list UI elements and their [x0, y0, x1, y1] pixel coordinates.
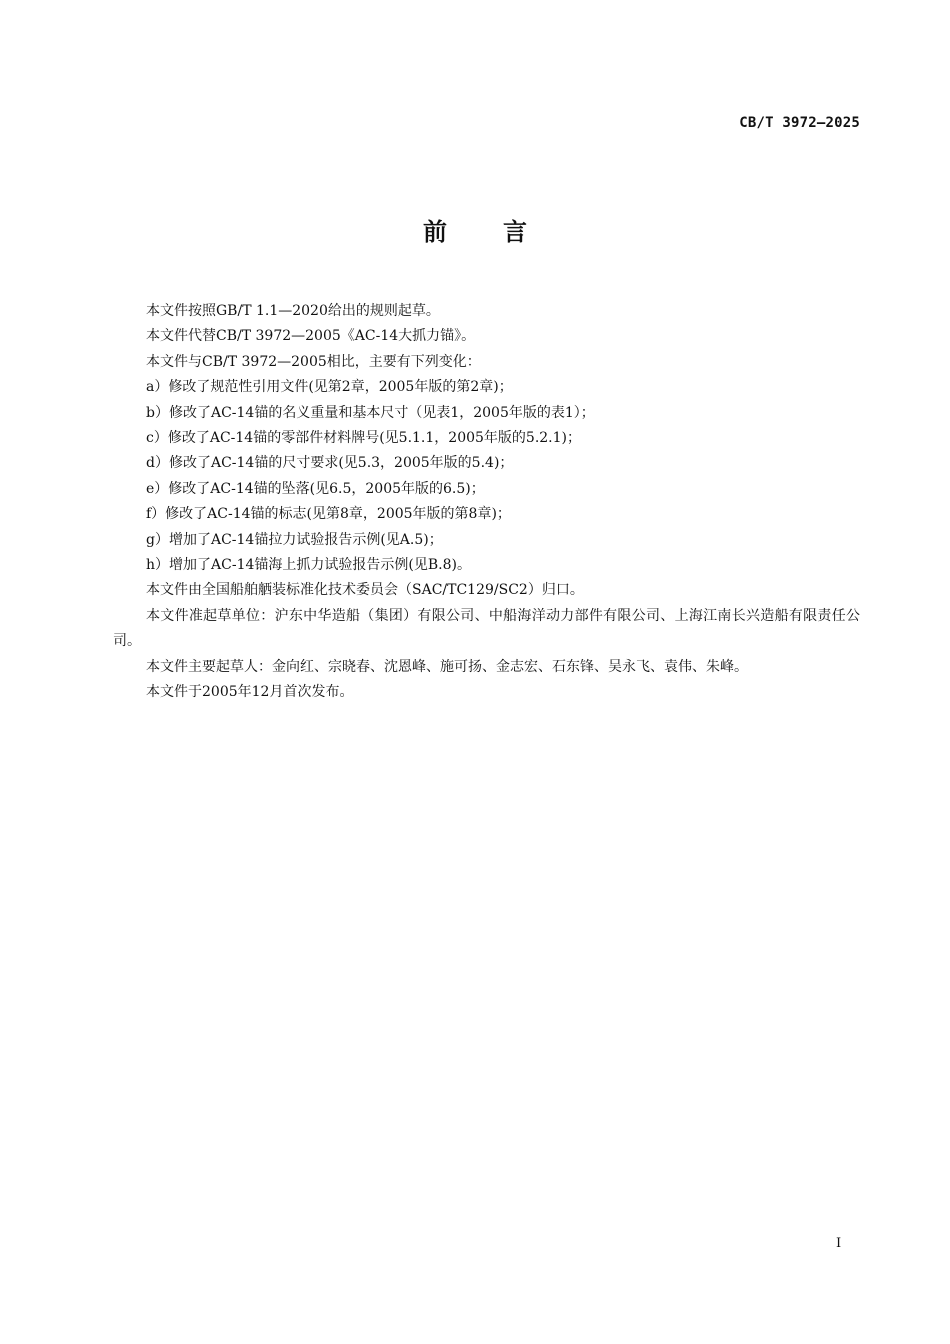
paragraph: 本文件与CB/T 3972—2005相比，主要有下列变化： [146, 353, 481, 370]
page-title: 前言 [423, 218, 583, 246]
list-item: a）修改了规范性引用文件(见第2章，2005年版的第2章)； [146, 379, 513, 396]
list-item: c）修改了AC-14锚的零部件材料牌号(见5.1.1，2005年版的5.2.1)； [146, 430, 582, 447]
list-item: h）增加了AC-14锚海上抓力试验报告示例(见B.8)。 [146, 557, 471, 574]
paragraph: 本文件由全国船舶舾装标准化技术委员会（SAC/TC129/SC2）归口。 [146, 582, 584, 599]
paragraph: 本文件准起草单位：沪东中华造船（集团）有限公司、中船海洋动力部件有限公司、上海江南长兴造船有限责任公司。 [113, 607, 860, 650]
page-number: I [836, 1236, 842, 1251]
paragraph: 本文件于2005年12月首次发布。 [146, 684, 354, 701]
foreword-body [113, 299, 860, 706]
paragraph: 本文件主要起草人：金向红、宗晓春、沈恩峰、施可扬、金志宏、石东锋、吴永飞、袁伟、朱峰。 [146, 658, 748, 675]
list-item: b）修改了AC-14锚的名义重量和基本尺寸（见表1，2005年版的表1）； [146, 404, 595, 421]
list-item: e）修改了AC-14锚的坠落(见6.5，2005年版的6.5)； [146, 480, 485, 497]
list-item: g）增加了AC-14锚拉力试验报告示例(见A.5)； [146, 531, 443, 548]
paragraph: 本文件按照GB/T 1.1—2020给出的规则起草。 [146, 303, 440, 319]
standard-number: CB/T 3972—2025 [739, 115, 860, 131]
list-item: d）修改了AC-14锚的尺寸要求(见5.3，2005年版的5.4)； [146, 455, 514, 472]
paragraph: 本文件代替CB/T 3972—2005《AC-14大抓力锚》。 [146, 328, 476, 345]
list-item: f）修改了AC-14锚的标志(见第8章，2005年版的第8章)； [146, 506, 511, 523]
